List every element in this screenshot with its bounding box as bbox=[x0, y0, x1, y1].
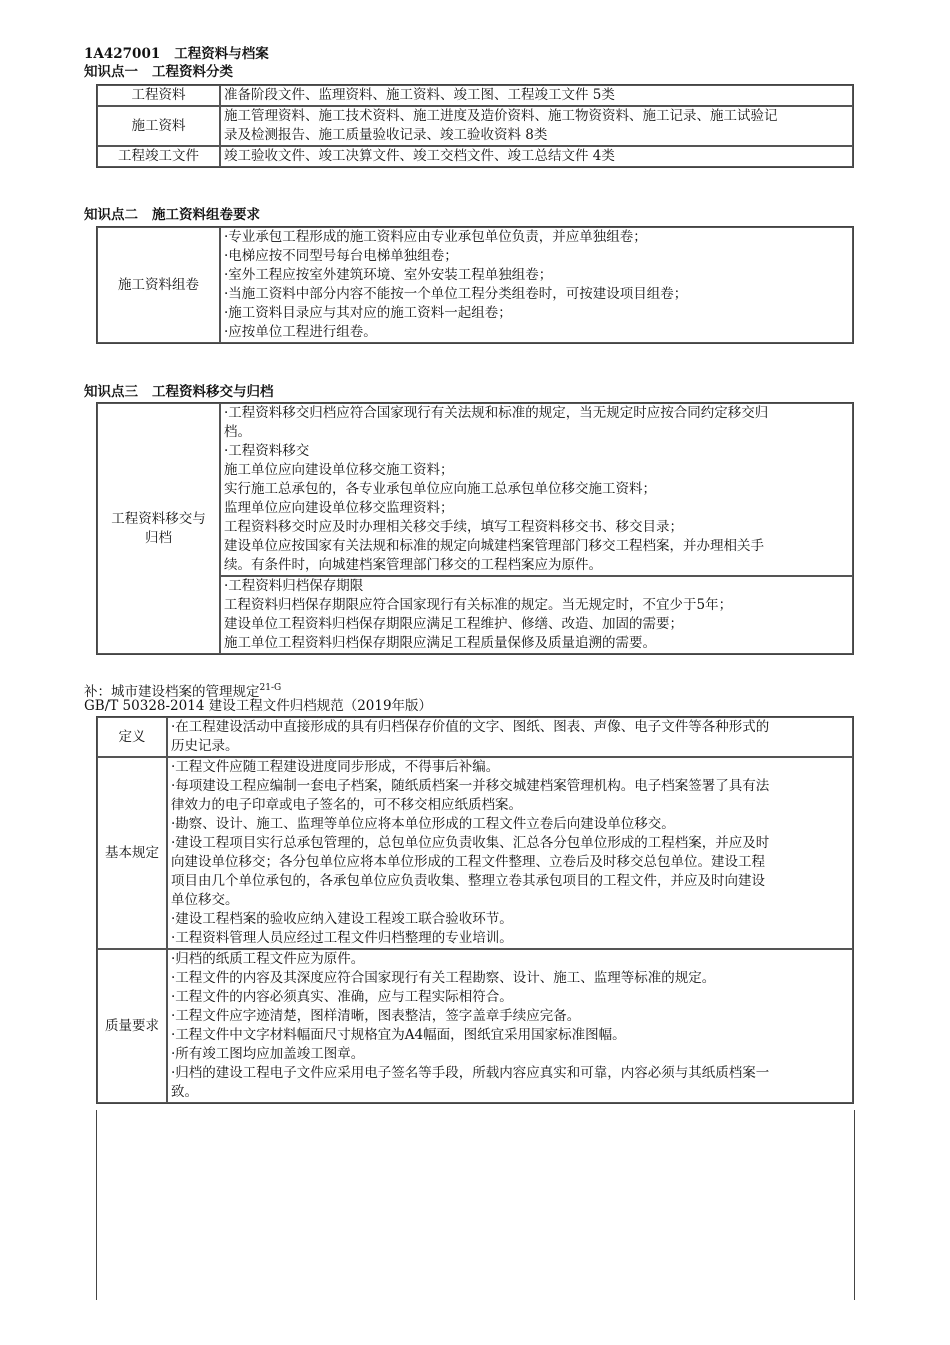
row-label: 施工资料 bbox=[97, 106, 220, 146]
text-line: ·归档的建设工程电子文件应采用电子签名等手段，所载内容应真实和可靠，内容必须与其纸质档案一 bbox=[171, 1065, 770, 1081]
text-line: 竣工验收文件、竣工决算文件、竣工交档文件、竣工总结文件 4类 bbox=[224, 148, 615, 164]
row-content bbox=[220, 227, 853, 343]
text-line: 录及检测报告、施工质量验收记录、竣工验收资料 8类 bbox=[224, 127, 548, 143]
text-line: 律效力的电子印章或电子签名的，可不移交相应纸质档案。 bbox=[171, 797, 522, 813]
supplement-text: 补：城市建设档案的管理规定 bbox=[84, 684, 260, 700]
text-line: ·工程文件应随工程建设进度同步形成，不得事后补编。 bbox=[171, 759, 500, 775]
kp3-heading bbox=[84, 384, 274, 401]
text-line: 项目由几个单位承包的，各承包单位应负责收集、整理立卷其承包项目的工程文件，并应及时向建设 bbox=[171, 873, 765, 889]
text-line: 准备阶段文件、监理资料、施工资料、竣工图、工程竣工文件 5类 bbox=[224, 87, 615, 103]
text-line: ·每项建设工程应编制一套电子档案，随纸质档案一并移交城建档案管理机构。电子档案签署了具有法 bbox=[171, 778, 770, 794]
row-label: 工程竣工文件 bbox=[97, 146, 220, 167]
text-line: ·建设工程档案的验收应纳入建设工程竣工联合验收环节。 bbox=[171, 911, 513, 927]
text-line: ·电梯应按不同型号每台电梯单独组卷； bbox=[224, 248, 458, 264]
kp2-table bbox=[96, 226, 854, 344]
text-line: 工程资料归档保存期限应符合国家现行有关标准的规定。当无规定时，不宜少于5年； bbox=[224, 597, 733, 613]
supplement-line2: GB/T 50328-2014 建设工程文件归档规范（2019年版） bbox=[84, 698, 433, 714]
blank-area bbox=[96, 1110, 855, 1300]
table-row bbox=[97, 85, 853, 106]
row-content bbox=[220, 85, 853, 106]
kp1-heading-title: 工程资料分类 bbox=[152, 64, 233, 80]
text-line: 向建设单位移交；各分包单位应将本单位形成的工程文件整理、立卷后及时移交总包单位。建设工程 bbox=[171, 854, 765, 870]
row-content bbox=[220, 576, 853, 654]
archive-table bbox=[96, 716, 854, 1104]
text-line: ·建设工程项目实行总承包管理的，总包单位应负责收集、汇总各分包单位形成的工程档案，并应及时 bbox=[171, 835, 770, 851]
kp2-heading-num: 知识点二 bbox=[84, 207, 138, 223]
kp2-heading-title: 施工资料组卷要求 bbox=[152, 207, 260, 223]
row-content bbox=[167, 757, 853, 949]
text-line: 单位移交。 bbox=[171, 892, 239, 908]
section-code: 1A427001 bbox=[84, 46, 161, 62]
text-line: 建设单位应按国家有关法规和标准的规定向城建档案管理部门移交工程档案，并办理相关手 bbox=[224, 538, 764, 554]
row-label: 工程资料 bbox=[97, 85, 220, 106]
kp2-heading bbox=[84, 207, 260, 224]
text-line: 致。 bbox=[171, 1084, 198, 1100]
text-line: ·室外工程应按室外建筑环境、室外安装工程单独组卷； bbox=[224, 267, 553, 283]
kp3-heading-title: 工程资料移交与归档 bbox=[152, 384, 274, 400]
table-row bbox=[97, 757, 853, 949]
text-line: ·专业承包工程形成的施工资料应由专业承包单位负责，并应单独组卷； bbox=[224, 229, 647, 245]
section-title-text: 工程资料与档案 bbox=[174, 46, 269, 62]
text-line: 建设单位工程资料归档保存期限应满足工程维护、修缮、改造、加固的需要； bbox=[224, 616, 683, 632]
row-content bbox=[167, 717, 853, 757]
text-line: ·归档的纸质工程文件应为原件。 bbox=[171, 951, 365, 967]
text-line: ·工程资料归档保存期限 bbox=[224, 578, 364, 594]
section-title bbox=[84, 46, 269, 63]
text-line: ·工程文件应字迹清楚，图样清晰，图表整洁，签字盖章手续应完备。 bbox=[171, 1008, 581, 1024]
label-line: 工程资料移交与 bbox=[111, 510, 206, 527]
row-label: 定义 bbox=[97, 717, 167, 757]
table-row bbox=[97, 106, 853, 146]
row-label: 施工资料组卷 bbox=[97, 227, 220, 343]
table-row bbox=[97, 146, 853, 167]
table-row bbox=[97, 717, 853, 757]
kp1-table bbox=[96, 84, 854, 168]
row-label: 质量要求 bbox=[97, 949, 167, 1103]
text-line: ·应按单位工程进行组卷。 bbox=[224, 324, 377, 340]
supplement-superscript: 21-G bbox=[259, 683, 282, 693]
row-label: 基本规定 bbox=[97, 757, 167, 949]
text-line: 工程资料移交时应及时办理相关移交手续，填写工程资料移交书、移交目录； bbox=[224, 519, 683, 535]
text-line: 监理单位应向建设单位移交监理资料； bbox=[224, 500, 454, 516]
row-label bbox=[97, 403, 220, 654]
table-row bbox=[97, 403, 853, 576]
text-line: 施工管理资料、施工技术资料、施工进度及造价资料、施工物资资料、施工记录、施工试验记 bbox=[224, 108, 778, 124]
table-row bbox=[97, 949, 853, 1103]
kp1-heading-num: 知识点一 bbox=[84, 64, 138, 80]
text-line: ·工程资料管理人员应经过工程文件归档整理的专业培训。 bbox=[171, 930, 513, 946]
text-line: 历史记录。 bbox=[171, 738, 239, 754]
text-line: 档。 bbox=[224, 424, 251, 440]
row-content bbox=[220, 146, 853, 167]
text-line: ·所有竣工图均应加盖竣工图章。 bbox=[171, 1046, 365, 1062]
kp3-table bbox=[96, 402, 854, 655]
text-line: ·工程文件中文字材料幅面尺寸规格宜为A4幅面，图纸宜采用国家标准图幅。 bbox=[171, 1027, 626, 1043]
text-line: ·当施工资料中部分内容不能按一个单位工程分类组卷时，可按建设项目组卷； bbox=[224, 286, 688, 302]
text-line: ·工程资料移交归档应符合国家现行有关法规和标准的规定，当无规定时应按合同约定移交归 bbox=[224, 405, 769, 421]
row-content bbox=[220, 106, 853, 146]
text-line: ·施工资料目录应与其对应的施工资料一起组卷； bbox=[224, 305, 512, 321]
kp1-heading bbox=[84, 64, 233, 81]
text-line: ·工程文件的内容必须真实、准确，应与工程实际相符合。 bbox=[171, 989, 513, 1005]
kp3-heading-num: 知识点三 bbox=[84, 384, 138, 400]
text-line: 实行施工总承包的，各专业承包单位应向施工总承包单位移交施工资料； bbox=[224, 481, 656, 497]
text-line: ·勘察、设计、施工、监理等单位应将本单位形成的工程文件立卷后向建设单位移交。 bbox=[171, 816, 675, 832]
row-content bbox=[167, 949, 853, 1103]
text-line: 续。有条件时，向城建档案管理部门移交的工程档案应为原件。 bbox=[224, 557, 602, 573]
row-content bbox=[220, 403, 853, 576]
table-row bbox=[97, 227, 853, 343]
text-line: ·在工程建设活动中直接形成的具有归档保存价值的文字、图纸、图表、声像、电子文件等各种形式的 bbox=[171, 719, 770, 735]
text-line: ·工程资料移交 bbox=[224, 443, 310, 459]
label-line: 归档 bbox=[145, 529, 172, 546]
text-line: 施工单位应向建设单位移交施工资料； bbox=[224, 462, 454, 478]
text-line: ·工程文件的内容及其深度应符合国家现行有关工程勘察、设计、施工、监理等标准的规定。 bbox=[171, 970, 716, 986]
text-line: 施工单位工程资料归档保存期限应满足工程质量保修及质量追溯的需要。 bbox=[224, 635, 656, 651]
